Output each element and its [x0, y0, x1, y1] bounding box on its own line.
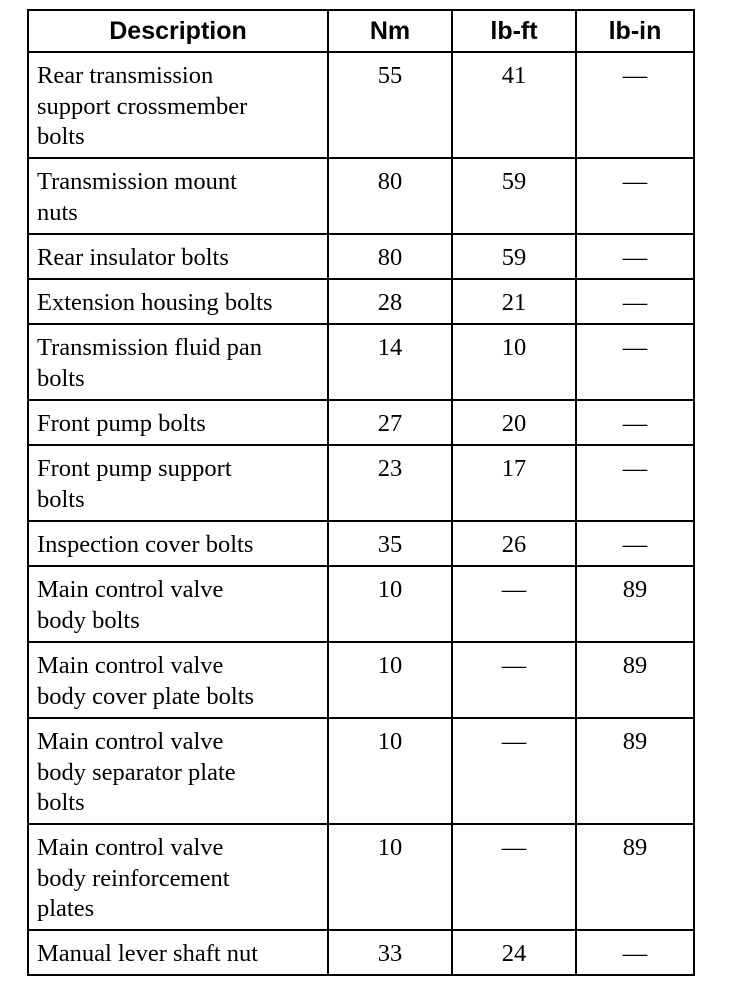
- cell-lbin: —: [576, 279, 694, 324]
- torque-spec-table: [27, 9, 695, 976]
- cell-nm: 28: [328, 279, 452, 324]
- cell-description: Main control valve body reinforcement plates: [28, 824, 328, 930]
- cell-lbin: —: [576, 521, 694, 566]
- cell-description: Transmission fluid pan bolts: [28, 324, 328, 400]
- cell-lbft: —: [452, 566, 576, 642]
- cell-lbin: —: [576, 324, 694, 400]
- cell-lbin: —: [576, 930, 694, 975]
- table-row: [28, 400, 694, 445]
- table-row: [28, 566, 694, 642]
- table-row: [28, 158, 694, 234]
- table-row: [28, 824, 694, 930]
- cell-lbft: —: [452, 824, 576, 930]
- cell-description: Rear insulator bolts: [28, 234, 328, 279]
- table-row: [28, 642, 694, 718]
- cell-lbin: —: [576, 445, 694, 521]
- header-description: Description: [28, 10, 328, 52]
- table-row: [28, 718, 694, 824]
- cell-lbft: —: [452, 642, 576, 718]
- cell-lbin: 89: [576, 824, 694, 930]
- cell-lbft: 59: [452, 234, 576, 279]
- cell-lbin: —: [576, 158, 694, 234]
- cell-description: Extension housing bolts: [28, 279, 328, 324]
- table-header-row: [28, 10, 694, 52]
- cell-description: Inspection cover bolts: [28, 521, 328, 566]
- header-nm: Nm: [328, 10, 452, 52]
- cell-lbft: 20: [452, 400, 576, 445]
- table-row: [28, 445, 694, 521]
- cell-lbft: 21: [452, 279, 576, 324]
- table-row: [28, 324, 694, 400]
- table-row: [28, 279, 694, 324]
- cell-description: Main control valve body separator plate bolts: [28, 718, 328, 824]
- cell-description: Rear transmission support crossmember bolts: [28, 52, 328, 158]
- header-lbft: lb-ft: [452, 10, 576, 52]
- header-lbin: lb-in: [576, 10, 694, 52]
- cell-lbin: —: [576, 52, 694, 158]
- cell-nm: 10: [328, 718, 452, 824]
- cell-lbin: 89: [576, 642, 694, 718]
- cell-nm: 35: [328, 521, 452, 566]
- cell-description: Transmission mount nuts: [28, 158, 328, 234]
- cell-nm: 10: [328, 566, 452, 642]
- cell-lbft: 10: [452, 324, 576, 400]
- cell-nm: 80: [328, 234, 452, 279]
- cell-description: Main control valve body bolts: [28, 566, 328, 642]
- cell-lbin: 89: [576, 718, 694, 824]
- cell-nm: 23: [328, 445, 452, 521]
- cell-lbft: 17: [452, 445, 576, 521]
- cell-nm: 14: [328, 324, 452, 400]
- cell-description: Front pump support bolts: [28, 445, 328, 521]
- cell-lbft: 41: [452, 52, 576, 158]
- table-row: [28, 521, 694, 566]
- cell-lbin: —: [576, 400, 694, 445]
- cell-lbin: —: [576, 234, 694, 279]
- table-row: [28, 930, 694, 975]
- cell-description: Main control valve body cover plate bolts: [28, 642, 328, 718]
- cell-description: Manual lever shaft nut: [28, 930, 328, 975]
- cell-lbft: —: [452, 718, 576, 824]
- cell-nm: 33: [328, 930, 452, 975]
- table-row: [28, 52, 694, 158]
- table-row: [28, 234, 694, 279]
- cell-nm: 80: [328, 158, 452, 234]
- cell-lbft: 24: [452, 930, 576, 975]
- cell-nm: 10: [328, 824, 452, 930]
- cell-lbft: 59: [452, 158, 576, 234]
- cell-nm: 27: [328, 400, 452, 445]
- cell-lbin: 89: [576, 566, 694, 642]
- cell-nm: 55: [328, 52, 452, 158]
- cell-lbft: 26: [452, 521, 576, 566]
- cell-description: Front pump bolts: [28, 400, 328, 445]
- cell-nm: 10: [328, 642, 452, 718]
